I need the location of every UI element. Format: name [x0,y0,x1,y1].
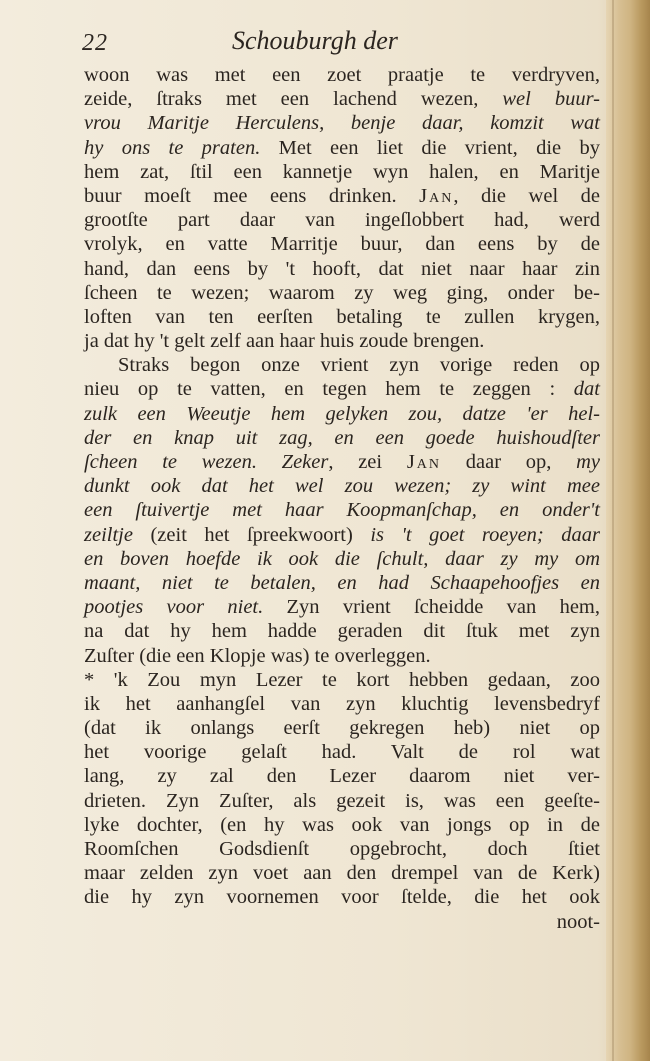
text-line [84,910,600,934]
text-span: nieu op te vatten, en tegen hem te zeggen : [84,378,574,401]
text-span: Met een liet die vrient, die by [260,136,600,159]
text-span: dunkt ook dat het wel zou wezen; zy wint mee [84,475,600,498]
text-line [84,861,600,885]
text-line [84,498,600,522]
text-span: het voorige gelaſt had. Valt de rol wat [84,741,600,764]
text-span: is 't goet roeyen; daar [370,523,600,546]
text-line [84,789,600,813]
text-line [84,716,600,740]
text-span: zeide, ſtraks met een lachend wezen, [84,88,503,111]
text-span: loften van ten eerſten betaling te zullen krygen, [84,305,600,328]
text-span: Straks begon onze vrient zyn vorige reden op [118,354,600,377]
text-span: zulk een Weeutje hem gelyken zou, datze 'er hel- [84,402,600,425]
text-span: grootſte part daar van ingeſlobbert had, werd [84,209,600,232]
text-line [84,450,600,474]
text-span: hand, dan eens by 't hooft, dat niet naar haar zin [84,257,600,280]
text-span: vrolyk, en vatte Marritje buur, dan eens by de [84,233,600,256]
text-line [84,281,600,305]
text-span: noot- [556,910,600,933]
text-line [84,305,600,329]
text-span: Zeker [256,451,329,473]
text-span: pootjes voor niet. [84,596,264,619]
text-span: dat [573,378,600,401]
text-line [84,353,600,377]
text-line [84,595,600,619]
text-line [84,837,600,861]
text-span: (dat ik onlangs eerſt gekregen heb) niet op [84,717,600,740]
text-line [84,111,600,135]
text-line [84,571,600,595]
text-span: die hy zyn voornemen voor ſtelde, die het ook [84,886,600,909]
text-span: der en knap uit zag, en een goede huishoudſter [84,426,600,449]
text-span: maant, niet te betalen, en had Schaapehoofjes en [84,571,600,594]
text-span: lang, zy zal den Lezer daarom niet ver- [84,765,600,788]
text-span: buur moeſt mee eens drinken. [84,184,420,207]
text-span: Jan [419,184,454,207]
text-line [84,692,600,716]
text-span: hy ons te praten. [84,136,261,159]
text-span: maar zelden zyn voet aan den drempel van de Kerk) [84,862,600,885]
text-span: ſcheen te wezen; waarom zy weg ging, onder be- [84,281,600,304]
text-line [84,63,600,87]
text-line [84,208,600,232]
text-span: zeiltje [84,523,133,546]
text-line [84,619,600,643]
text-line [84,740,600,764]
text-span: (zeit het ſpreekwoort) [132,523,371,546]
text-span: vrou Maritje Herculens, benje daar, komzit wat [84,112,600,135]
text-line [84,523,600,547]
text-line [84,377,600,401]
page-header [82,26,602,60]
text-line [84,136,600,160]
text-span: ja dat hy 't gelt zelf aan haar huis zoude brengen. [84,330,485,353]
text-line [84,232,600,256]
text-span: my [576,451,600,473]
text-span: hem zat, ſtil een kannetje wyn halen, en Maritje [84,160,600,183]
text-span: lyke dochter, (en hy was ook van jongs op in de [84,813,600,836]
text-line [84,885,600,909]
gutter-line [612,0,614,1061]
text-line [84,402,600,426]
text-span: * 'k Zou myn Lezer te kort hebben gedaan, zoo [84,668,600,691]
text-span: Zuſter (die een Klopje was) te overleggen. [84,644,431,667]
text-line [84,644,600,668]
text-span: een ſtuivertje met haar Koopmanſchap, en onder't [84,499,600,522]
text-span: Jan [406,451,442,473]
text-span: , zei [328,451,407,473]
text-span: Zyn vrient ſcheidde van hem, [263,596,600,619]
text-line [84,668,600,692]
text-line [84,426,600,450]
text-line [84,184,600,208]
text-span: Roomſchen Godsdienſt opgebrocht, doch ſtiet [84,838,600,860]
text-line [84,547,600,571]
body-text [84,63,600,934]
text-span: na dat hy hem hadde geraden dit ſtuk met zyn [84,620,600,643]
text-line [84,329,600,353]
text-span: drieten. Zyn Zuſter, als gezeit is, was een geeſte- [84,789,600,812]
text-line [84,764,600,788]
text-span: daar op, [441,451,577,473]
text-span: ik het aanhangſel van zyn kluchtig levensbedryf [84,692,600,715]
text-span: ſcheen te wezen. [84,451,257,473]
text-span: en boven hoefde ik ook die ſchult, daar zy my om [84,547,600,570]
page-number: 22 [82,30,108,56]
text-line [84,257,600,281]
text-span: woon was met een zoet praatje te verdryven, [84,64,600,86]
text-line [84,87,600,111]
text-line [84,813,600,837]
running-title: Schouburgh der [232,26,398,55]
text-span: , die wel de [453,184,600,207]
text-line [84,160,600,184]
text-line [84,474,600,498]
text-span: wel buur- [502,88,600,111]
